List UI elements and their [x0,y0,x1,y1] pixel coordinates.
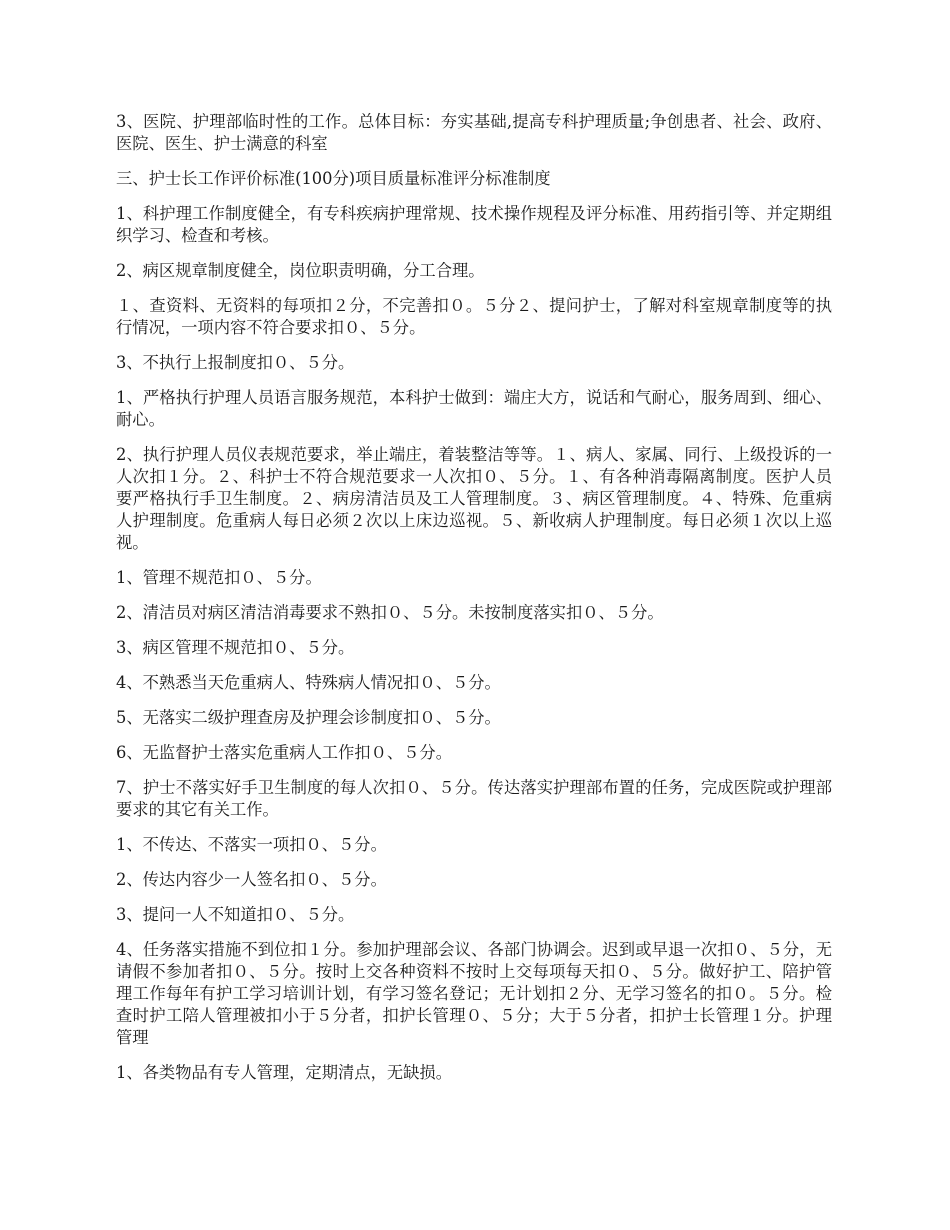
paragraph-11: 3、病区管理不规范扣０、５分。 [116,638,355,657]
paragraph-1: 3、医院、护理部临时性的工作。总体目标：夯实基础,提高专科护理质量;争创患者、社会、政府、医院、医生、护士满意的科室 [116,112,832,153]
paragraph-8: 2、执行护理人员仪表规范要求，举止端庄，着装整洁等等。１、病人、家属、同行、上级投诉的一人次扣１分。２、科护士不符合规范要求一人次扣０、５分。１、有各种消毒隔离制度。医护人员要严格执行手卫生制度。２、病房清洁员及工人管理制度。３、病区管理制度。４、特殊、危重病人护理制度。危重病人每日必须２次以上床边巡视。５、新收病人护理制度。每日必须１次以上巡视。 [116,445,832,552]
paragraph-20: 1、各类物品有专人管理，定期清点，无缺损。 [116,1063,452,1082]
paragraph-2: 三、护士长工作评价标准(100分)项目质量标准评分标准制度 [116,169,551,188]
paragraph-3: 1、科护理工作制度健全，有专科疾病护理常规、技术操作规程及评分标准、用药指引等、并定期组织学习、检查和考核。 [116,204,832,245]
paragraph-18: 3、提问一人不知道扣０、５分。 [116,905,355,924]
paragraph-15: 7、护士不落实好手卫生制度的每人次扣０、５分。传达落实护理部布置的任务，完成医院或护理部要求的其它有关工作。 [116,778,832,819]
paragraph-4: 2、病区规章制度健全，岗位职责明确，分工合理。 [116,261,485,280]
paragraph-16: 1、不传达、不落实一项扣０、５分。 [116,835,387,854]
paragraph-19: 4、任务落实措施不到位扣１分。参加护理部会议、各部门协调会。迟到或早退一次扣０、５分，无请假不参加者扣０、５分。按时上交各种资料不按时上交每项每天扣０、５分。做好护工、陪护管理工作每年有护工学习培训计划，有学习签名登记；无计划扣２分、无学习签名的扣０。５分。检查时护工陪人管理被扣小于５分者，扣护长管理０、５分；大于５分者，扣护士长管理１分。护理管理 [116,940,832,1047]
paragraph-12: 4、不熟悉当天危重病人、特殊病人情况扣０、５分。 [116,673,501,692]
paragraph-10: 2、清洁员对病区清洁消毒要求不熟扣０、５分。未按制度落实扣０、５分。 [116,603,664,622]
paragraph-6: 3、不执行上报制度扣０、５分。 [116,353,355,372]
paragraph-17: 2、传达内容少一人签名扣０、５分。 [116,870,387,889]
paragraph-7: 1、严格执行护理人员语言服务规范，本科护士做到：端庄大方，说话和气耐心，服务周到、细心、耐心。 [116,388,832,429]
paragraph-14: 6、无监督护士落实危重病人工作扣０、５分。 [116,743,452,762]
paragraph-9: 1、管理不规范扣０、５分。 [116,568,322,587]
paragraph-13: 5、无落实二级护理查房及护理会诊制度扣０、５分。 [116,708,501,727]
paragraph-5: １、查资料、无资料的每项扣２分，不完善扣０。５分２、提问护士，了解对科室规章制度等的执行情况，一项内容不符合要求扣０、５分。 [116,296,832,337]
